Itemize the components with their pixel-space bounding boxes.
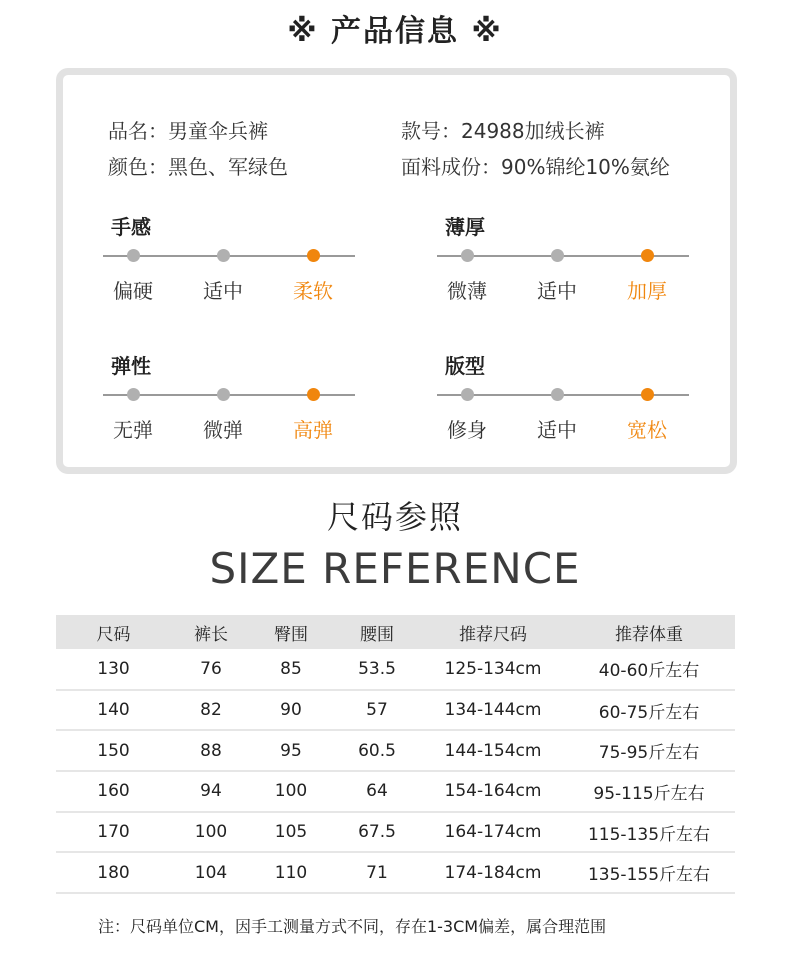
fabric-composition: 面料成份：90%锦纶10%氨纶 bbox=[401, 155, 670, 179]
column-header: 腰围 bbox=[331, 615, 423, 649]
table-cell: 90 bbox=[251, 690, 331, 731]
table-cell: 95-115斤左右 bbox=[563, 771, 735, 812]
table-cell: 82 bbox=[171, 690, 251, 731]
table-row bbox=[56, 730, 735, 771]
column-header: 推荐体重 bbox=[563, 615, 735, 649]
table-cell: 71 bbox=[331, 852, 423, 893]
scale-dot-selected bbox=[307, 388, 320, 401]
product-color: 颜色：黑色、军绿色 bbox=[108, 155, 288, 179]
scale-dot bbox=[551, 249, 564, 262]
scale-dot bbox=[217, 388, 230, 401]
scale-dot-selected bbox=[641, 249, 654, 262]
attr-fit bbox=[437, 350, 689, 460]
table-cell: 160 bbox=[56, 771, 171, 812]
scale-dot-selected bbox=[641, 388, 654, 401]
scale-option-selected: 柔软 bbox=[293, 279, 333, 303]
table-cell: 95 bbox=[251, 730, 331, 771]
table-cell: 164-174cm bbox=[423, 812, 563, 853]
size-title-cn: 尺码参照 bbox=[326, 498, 463, 536]
table-row bbox=[56, 649, 735, 690]
column-header: 裤长 bbox=[171, 615, 251, 649]
scale-dot-selected bbox=[307, 249, 320, 262]
scale-dot bbox=[127, 388, 140, 401]
table-cell: 100 bbox=[251, 771, 331, 812]
scale-option-selected: 宽松 bbox=[627, 418, 667, 442]
scale-dot bbox=[461, 249, 474, 262]
table-header-row bbox=[56, 615, 735, 649]
section-title: ※ 产品信息 ※ bbox=[287, 14, 503, 49]
scale-option: 适中 bbox=[203, 279, 243, 303]
table-cell: 88 bbox=[171, 730, 251, 771]
table-cell: 76 bbox=[171, 649, 251, 690]
scale-option-selected: 加厚 bbox=[627, 279, 667, 303]
scale-dot bbox=[551, 388, 564, 401]
attr-hand-feel bbox=[103, 211, 355, 321]
table-cell: 144-154cm bbox=[423, 730, 563, 771]
table-cell: 115-135斤左右 bbox=[563, 812, 735, 853]
attr-title: 薄厚 bbox=[445, 215, 485, 239]
column-header: 尺码 bbox=[56, 615, 171, 649]
scale-dot bbox=[127, 249, 140, 262]
table-cell: 53.5 bbox=[331, 649, 423, 690]
scale-option: 修身 bbox=[447, 418, 487, 442]
scale-dot bbox=[217, 249, 230, 262]
scale-option: 适中 bbox=[537, 279, 577, 303]
table-cell: 150 bbox=[56, 730, 171, 771]
table-cell: 105 bbox=[251, 812, 331, 853]
table-cell: 40-60斤左右 bbox=[563, 649, 735, 690]
product-name: 品名：男童伞兵裤 bbox=[108, 119, 268, 143]
table-cell: 130 bbox=[56, 649, 171, 690]
measurement-note: 注：尺码单位CM，因手工测量方式不同，存在1-3CM偏差，属合理范围 bbox=[98, 917, 607, 936]
size-table bbox=[56, 615, 735, 894]
table-cell: 110 bbox=[251, 852, 331, 893]
attr-title: 弹性 bbox=[111, 354, 151, 378]
table-cell: 85 bbox=[251, 649, 331, 690]
column-header: 推荐尺码 bbox=[423, 615, 563, 649]
table-row bbox=[56, 812, 735, 853]
attr-title: 版型 bbox=[445, 354, 485, 378]
attr-elasticity bbox=[103, 350, 355, 460]
table-cell: 100 bbox=[171, 812, 251, 853]
table-cell: 134-144cm bbox=[423, 690, 563, 731]
attr-title: 手感 bbox=[111, 215, 151, 239]
table-cell: 94 bbox=[171, 771, 251, 812]
table-cell: 135-155斤左右 bbox=[563, 852, 735, 893]
table-cell: 60.5 bbox=[331, 730, 423, 771]
column-header: 臀围 bbox=[251, 615, 331, 649]
scale-option: 适中 bbox=[537, 418, 577, 442]
attr-thickness bbox=[437, 211, 689, 321]
table-cell: 140 bbox=[56, 690, 171, 731]
table-cell: 154-164cm bbox=[423, 771, 563, 812]
table-cell: 104 bbox=[171, 852, 251, 893]
style-number: 款号：24988加绒长裤 bbox=[401, 119, 605, 143]
table-cell: 180 bbox=[56, 852, 171, 893]
scale-dot bbox=[461, 388, 474, 401]
table-row bbox=[56, 690, 735, 731]
table-row bbox=[56, 771, 735, 812]
scale-option: 微薄 bbox=[447, 279, 487, 303]
scale-option: 偏硬 bbox=[113, 279, 153, 303]
table-cell: 170 bbox=[56, 812, 171, 853]
table-cell: 75-95斤左右 bbox=[563, 730, 735, 771]
scale-option-selected: 高弹 bbox=[293, 418, 333, 442]
table-cell: 125-134cm bbox=[423, 649, 563, 690]
product-info-box bbox=[56, 68, 737, 474]
size-title-en: SIZE REFERENCE bbox=[209, 544, 581, 593]
table-cell: 60-75斤左右 bbox=[563, 690, 735, 731]
table-cell: 64 bbox=[331, 771, 423, 812]
table-cell: 174-184cm bbox=[423, 852, 563, 893]
table-cell: 67.5 bbox=[331, 812, 423, 853]
scale-option: 微弹 bbox=[203, 418, 243, 442]
scale-option: 无弹 bbox=[113, 418, 153, 442]
table-cell: 57 bbox=[331, 690, 423, 731]
table-row bbox=[56, 852, 735, 893]
